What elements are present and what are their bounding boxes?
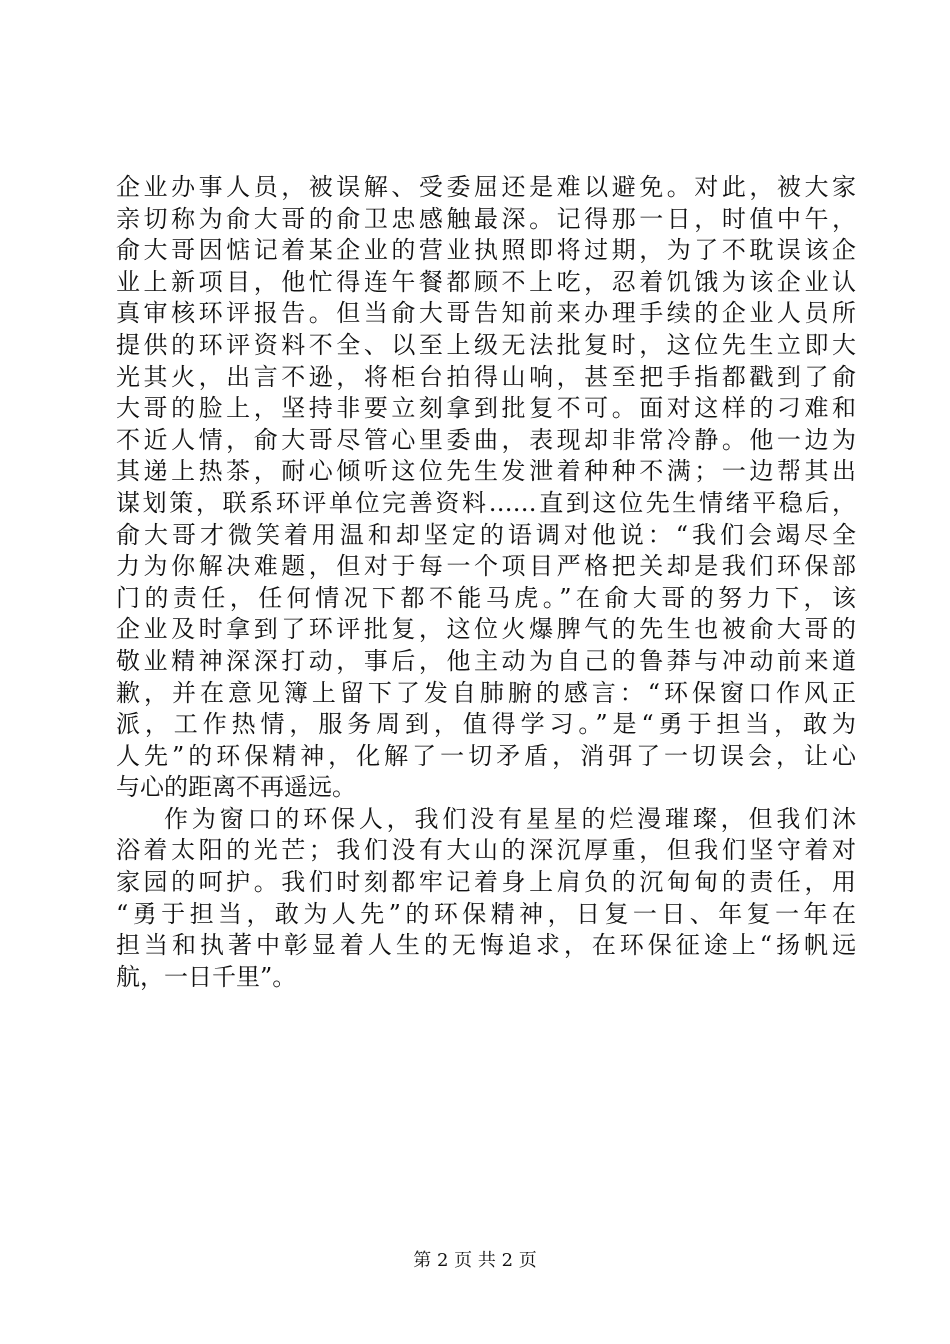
text-line: 门的责任，任何情况下都不能马虎。”在俞大哥的努力下，该 [116, 583, 856, 612]
text-line: 航，一日千里”。 [116, 962, 297, 991]
text-line: 歉，并在意见簿上留下了发自肺腑的感言：“环保窗口作风正 [116, 678, 856, 707]
text-line: 作为窗口的环保人，我们没有星星的烂漫璀璨，但我们沐 [164, 804, 856, 833]
text-line: 担当和执著中彰显着人生的无悔追求，在环保征途上“扬帆远 [116, 931, 856, 960]
text-line: 业上新项目，他忙得连午餐都顾不上吃，忍着饥饿为该企业认 [116, 267, 856, 296]
text-line: 派，工作热情，服务周到，值得学习。”是“勇于担当，敢为 [116, 710, 856, 739]
text-line: 谋划策，联系环评单位完善资料……直到这位先生情绪平稳后， [116, 488, 856, 517]
text-line: 企业办事人员，被误解、受委屈还是难以避免。对此，被大家 [116, 173, 856, 201]
text-line: 浴着太阳的光芒；我们没有大山的深沉厚重，但我们坚守着对 [116, 836, 856, 865]
paragraph-1 [116, 172, 856, 804]
text-line: 提供的环评资料不全、以至上级无法批复时，这位先生立即大 [116, 330, 856, 359]
text-line: 家园的呵护。我们时刻都牢记着身上肩负的沉甸甸的责任，用 [116, 868, 856, 897]
text-line: 光其火，出言不逊，将柜台拍得山响，甚至把手指都戳到了俞 [116, 362, 856, 391]
text-line: 与心的距离不再遥远。 [116, 773, 356, 802]
text-line: “勇于担当，敢为人先”的环保精神，日复一日、年复一年在 [116, 899, 856, 928]
text-line: 真审核环评报告。但当俞大哥告知前来办理手续的企业人员所 [116, 299, 856, 328]
paragraph-2 [116, 804, 856, 994]
text-line: 俞大哥才微笑着用温和却坚定的语调对他说：“我们会竭尽全 [116, 520, 856, 549]
text-line: 力为你解决难题，但对于每一个项目严格把关却是我们环保部 [116, 552, 856, 581]
text-line: 其递上热茶，耐心倾听这位先生发泄着种种不满；一边帮其出 [116, 457, 856, 486]
text-line: 人先”的环保精神，化解了一切矛盾，消弭了一切误会，让心 [116, 741, 856, 770]
text-line: 亲切称为俞大哥的俞卫忠感触最深。记得那一日，时值中午， [116, 204, 856, 233]
text-line: 敬业精神深深打动，事后，他主动为自己的鲁莽与冲动前来道 [116, 646, 856, 675]
text-line: 大哥的脸上，坚持非要立刻拿到批复不可。面对这样的刁难和 [116, 394, 856, 423]
text-line: 企业及时拿到了环评批复，这位火爆脾气的先生也被俞大哥的 [116, 615, 856, 644]
page-footer: 第 2 页 共 2 页 [413, 1250, 537, 1271]
text-line: 俞大哥因惦记着某企业的营业执照即将过期，为了不耽误该企 [116, 236, 856, 265]
text-line: 不近人情，俞大哥尽管心里委曲，表现却非常冷静。他一边为 [116, 425, 856, 454]
document-body [116, 172, 856, 993]
